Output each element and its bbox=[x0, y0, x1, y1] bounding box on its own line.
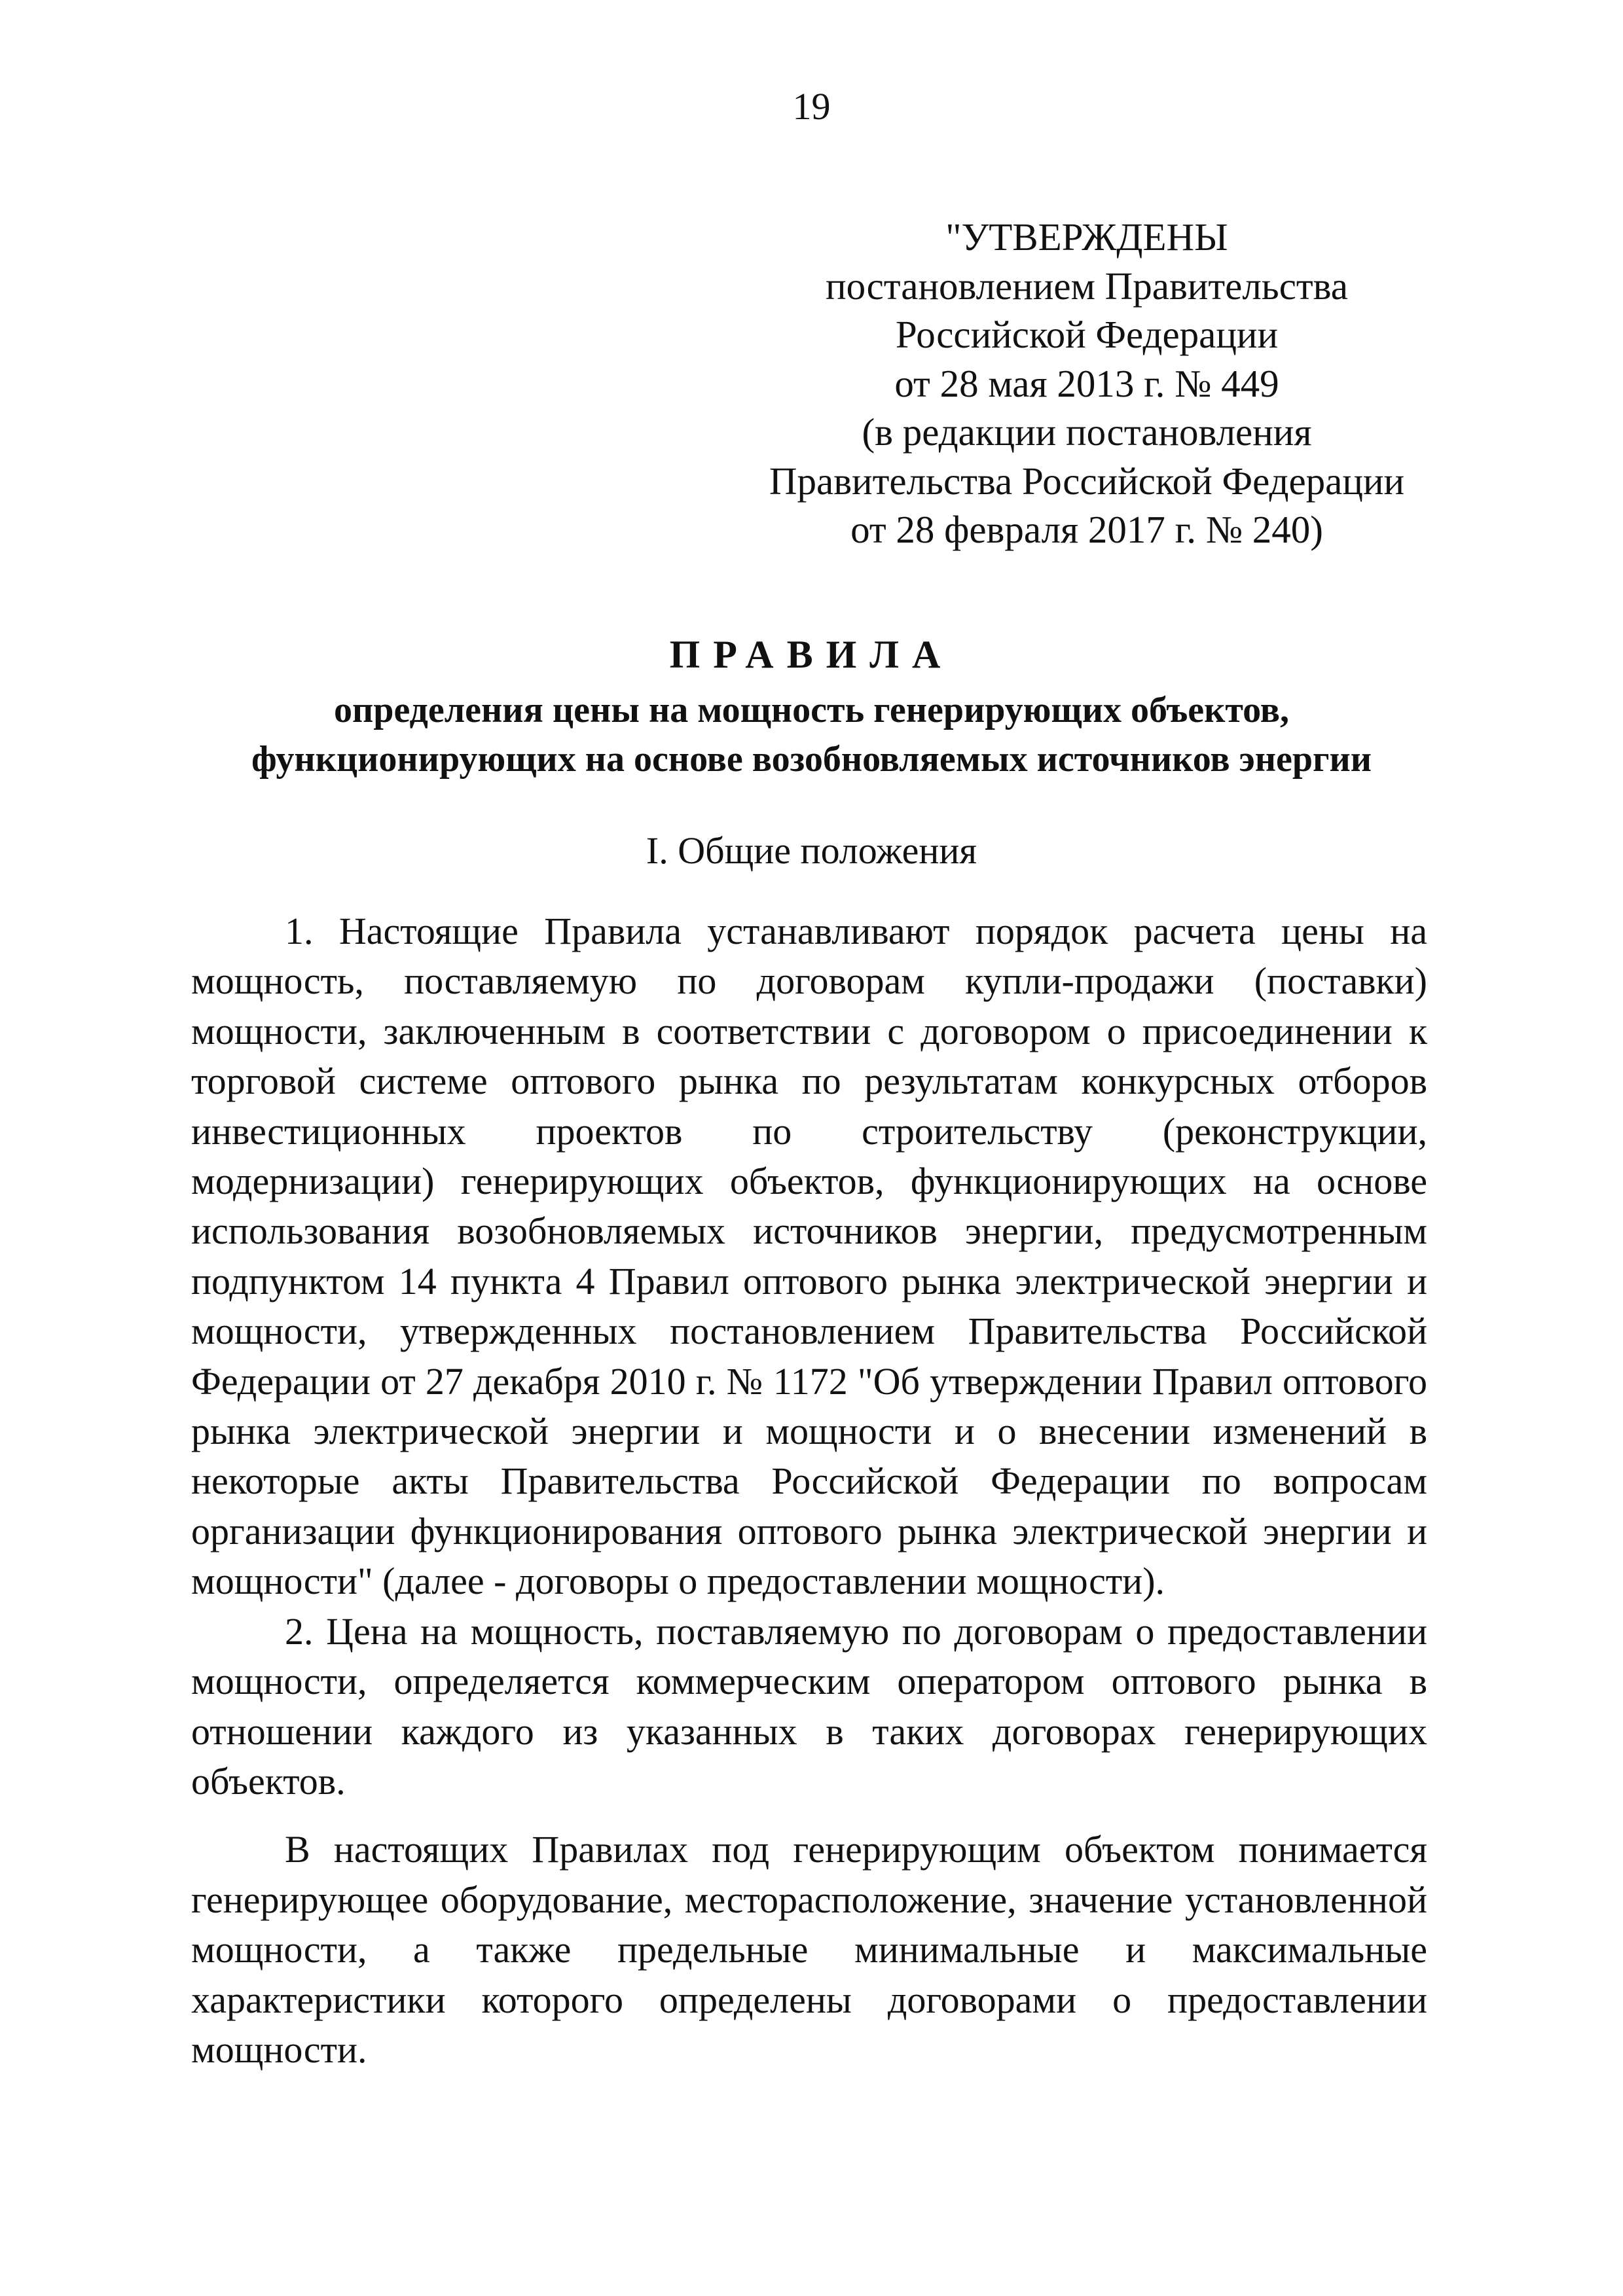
page-number: 19 bbox=[792, 85, 831, 128]
approval-line: "УТВЕРЖДЕНЫ bbox=[945, 215, 1228, 259]
approval-stamp-block bbox=[759, 213, 1414, 554]
paragraph-3: В настоящих Правилах под генерирующим объектом понимается генерирующее оборудование, месторасположение, значение установленной мощности, а также предельные минимальные и максимальные характеристики которого определены договорами о предоставлении мощности. bbox=[191, 1828, 1427, 2071]
approval-line: от 28 мая 2013 г. № 449 bbox=[894, 361, 1279, 405]
document-subtitle-line: функционирующих на основе возобновляемых источников энергии bbox=[251, 739, 1372, 780]
document-body bbox=[191, 906, 1427, 2075]
document-subtitle-line: определения цены на мощность генерирующих объектов, bbox=[334, 690, 1289, 730]
section-heading: I. Общие положения bbox=[646, 829, 977, 872]
document-title-block bbox=[0, 628, 1623, 784]
approval-line: постановлением Правительства bbox=[826, 264, 1348, 308]
approval-line: Правительства Российской Федерации bbox=[769, 459, 1405, 503]
approval-line: от 28 февраля 2017 г. № 240) bbox=[850, 508, 1323, 551]
approval-line: (в редакции постановления bbox=[862, 410, 1312, 454]
approval-line: Российской Федерации bbox=[895, 313, 1279, 356]
document-title: ПРАВИЛА bbox=[669, 633, 954, 676]
paragraph-1: 1. Настоящие Правила устанавливают порядок расчета цены на мощность, поставляемую по договорам купли-продажи (поставки) мощности, заключенным в соответствии с договором о присоединении к торговой системе оптового рынка по результатам конкурсных отборов инвестиционных проектов по строительству (реконструкции, модернизации) генерирующих объектов, функционирующих на основе использования возобновляемых источников энергии, предусмотренным подпунктом 14 пункта 4 Правил оптового рынка электрической энергии и мощности, утвержденных постановлением Правительства Российской Федерации от 27 декабря 2010 г. № 1172 "Об утверждении Правил оптового рынка электрической энергии и мощности и о внесении изменений в некоторые акты Правительства Российской Федерации по вопросам организации функционирования оптового рынка электрической энергии и мощности" (далее - договоры о предоставлении мощности). bbox=[191, 910, 1427, 1603]
paragraph-2: 2. Цена на мощность, поставляемую по договорам о предоставлении мощности, определяется коммерческим оператором оптового рынка в отношении каждого из указанных в таких договорах генерирующих объектов. bbox=[191, 1609, 1427, 1803]
